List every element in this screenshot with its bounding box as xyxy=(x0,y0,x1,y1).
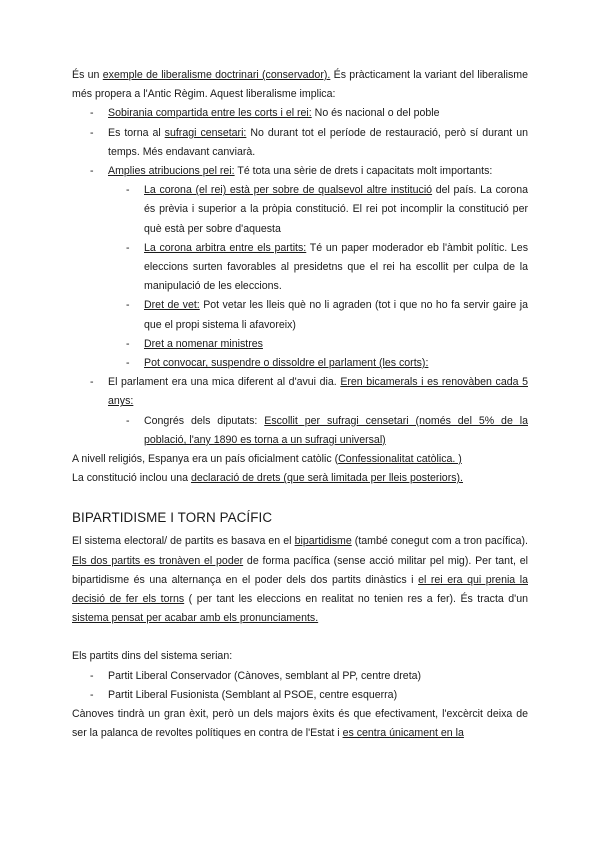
underlined-text: sistema pensat per acabar amb els pronunciaments. xyxy=(72,612,319,625)
sublist-item xyxy=(108,181,528,239)
text: Pot vetar les lleis què no li agraden (tot i que no ho fa servir gaire ja que el propi sistema li afavoreix) xyxy=(144,299,528,331)
underlined-text: bipartidisme xyxy=(294,535,352,548)
list-item xyxy=(72,104,528,123)
underlined-text: La corona (el rei) està per sobre de qualsevol altre institució xyxy=(144,184,433,197)
underlined-text: Amplies atribucions pel rei: xyxy=(108,165,235,178)
underlined-text: es centra únicament en la xyxy=(342,727,464,740)
parties-intro: Els partits dins del sistema serian: xyxy=(72,650,233,663)
text: de forma pacífica (sense acció militar pel mig). Per tant, el bipartidisme és una alternança en el poder dels dos partits dinàstics i xyxy=(72,554,528,586)
underlined-text: Els dos partits es tronàven el poder xyxy=(72,554,244,567)
text: del país. La corona és prèvia i superior a la pròpia constitució. El rei pot incomplir la constitució per què està per sobre d'aquesta xyxy=(144,184,528,235)
underlined-text: el rei era qui prenia la decisió de fer els torns xyxy=(72,573,528,606)
sublist-item xyxy=(108,335,528,354)
spacer xyxy=(72,628,528,647)
document-body xyxy=(72,66,528,744)
constitution-paragraph xyxy=(72,469,528,488)
text: (també conegut com a tron pacífica). xyxy=(351,535,528,548)
text: Congrés dels diputats: xyxy=(144,414,265,427)
king-powers-sublist xyxy=(108,181,528,373)
underlined-text: exemple de liberalisme doctrinari (conservador). xyxy=(102,69,331,81)
intro-paragraph xyxy=(72,66,528,104)
sublist-item xyxy=(108,354,528,373)
list-item: - Partit Liberal Fusionista (Semblant al PSOE, centre esquerra) xyxy=(72,686,528,705)
underlined-text: sufragi censetari: xyxy=(164,126,247,139)
underlined-text: Sobirania compartida entre les corts i el rei: xyxy=(108,107,312,120)
text: El parlament era una mica diferent al d'avui dia. xyxy=(108,376,341,389)
text: Té tota una sèrie de drets i capacitats molt importants: xyxy=(234,165,493,178)
list-item: - Partit Liberal Conservador (Cànoves, semblant al PP, centre dreta) xyxy=(72,667,528,686)
section-heading: BIPARTIDISME I TORN PACÍFIC xyxy=(72,510,273,526)
underlined-text: declaració de drets (que serà limitada per lleis posteriors). xyxy=(190,472,463,485)
text: No durant tot el període de restauració, però sí durant un temps. Més endavant canviarà. xyxy=(108,126,528,158)
canovas-paragraph xyxy=(72,705,528,743)
text: Cànoves tindrà un gran èxit, però un dels majors èxits és que efectivament, l'excèrcit deixa de ser la palanca de revoltes polítiques en contra de l'Estat i xyxy=(72,708,528,740)
liberalism-list xyxy=(72,104,528,450)
text: La constitució inclou una xyxy=(72,472,191,485)
sublist-item xyxy=(108,239,528,297)
text: És un xyxy=(72,69,103,81)
underlined-text: Dret de vet: xyxy=(144,299,200,312)
sublist-item xyxy=(108,412,528,450)
text: Es torna al xyxy=(108,126,165,139)
text: El sistema electoral/ de partits es basava en el xyxy=(72,535,295,548)
bipartidism-paragraph xyxy=(72,532,528,628)
text: No és nacional o del poble xyxy=(311,107,440,120)
sublist-item xyxy=(108,296,528,334)
underlined-text: Pot convocar, suspendre o dissoldre el parlament (les corts): xyxy=(144,357,429,370)
parties-list xyxy=(72,667,528,705)
religion-paragraph xyxy=(72,450,528,469)
parliament-sublist xyxy=(108,412,528,450)
text: Té un paper moderador eb l'àmbit polític. Les eleccions surten favorables al presidetns que el rei ha escollit per culpa de la manipulació de les eleccions. xyxy=(144,241,528,293)
text: A nivell religiós, Espanya era un país oficialment catòlic ( xyxy=(72,453,339,466)
text: ( per tant les eleccions en realitat no tenien res a fer). És tracta d'un xyxy=(184,593,528,606)
underlined-text: Eren bicamerals i es renovàben cada 5 anys: xyxy=(108,376,528,408)
list-item xyxy=(72,124,528,162)
list-item xyxy=(72,162,528,373)
underlined-text: Confessionalitat catòlica. ) xyxy=(338,453,462,466)
underlined-text: Dret a nomenar ministres xyxy=(144,337,263,350)
underlined-text: La corona arbitra entre els partits: xyxy=(144,241,307,254)
list-item xyxy=(72,373,528,450)
text: És pràcticament la variant del liberalisme més propera a l'Antic Règim. Aquest liberalisme implica: xyxy=(72,69,528,101)
underlined-text: Escollit per sufragi censetari (només del 5% de la població, l'any 1890 es torna a un sufragi universal) xyxy=(144,414,529,446)
